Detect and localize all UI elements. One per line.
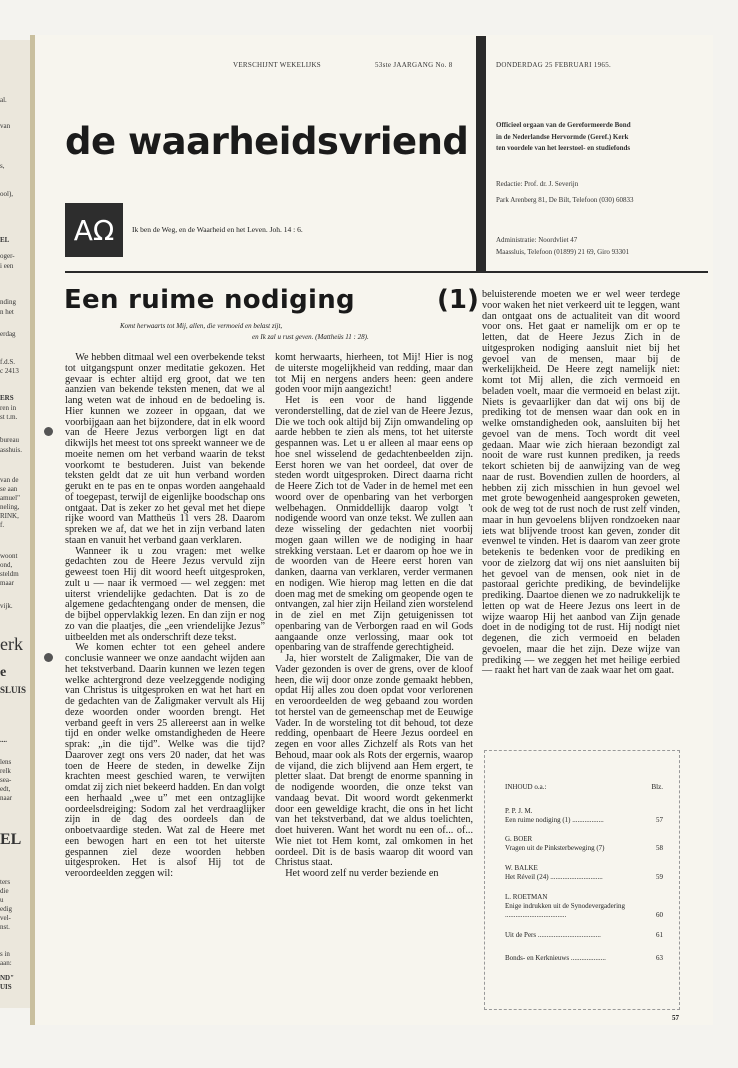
strip-text: edt, bbox=[0, 785, 11, 793]
paragraph: We hebben ditmaal wel een overbekende tekst tot uitgangspunt onzer meditatie gekozen. Het gevaar is echter altijd erg groot, dat we ten aanzien van bekende teksten menen, dat we al lang weten wat de inhoud en de bedoeling is. Hier kunnen we zozeer in opgaan, dat we voorbijgaan aan het bijzondere, dat in elk woord van de Heere Jezus verborgen ligt en dat dikwijls het meest tot ons spreekt wanneer we de moeite nemen om het verband waarin de tekst voorkomt te bestuderen. Juist van bekende teksten geldt dat ze uit hun verband worden gerukt en te pas en te onpas worden aangehaald of toegepast, terwijl de eigenlijke boodschap ons ontgaat. Dat is zeker zo het geval met het diepe rijke woord van Mattheüs 11 vers 28. Daarom spreken we af, dat we het in zijn verband laten staan en vanuit het verband gaan verklaren. bbox=[65, 352, 265, 546]
toc-author: L. ROETMAN bbox=[505, 893, 548, 901]
strip-text: f.d.S. bbox=[0, 358, 15, 366]
strip-text: bureau bbox=[0, 436, 20, 444]
editor-line: Redactie: Prof. dr. J. Severijn bbox=[496, 180, 579, 188]
toc-title: Enige indrukken uit de Synodevergadering ................................... bbox=[505, 902, 626, 919]
strip-text: RINK, bbox=[0, 512, 19, 520]
vertical-rule bbox=[476, 36, 486, 271]
header-volume: 53ste JAARGANG No. 8 bbox=[375, 61, 453, 69]
strip-text: edig bbox=[0, 905, 13, 913]
header-date: DONDERDAG 25 FEBRUARI 1965. bbox=[496, 61, 612, 69]
strip-text: ERS bbox=[0, 394, 14, 402]
toc-author: W. BALKE bbox=[505, 864, 538, 872]
toc-heading: INHOUD o.a.: bbox=[505, 783, 547, 791]
toc-title: Uit de Pers .................................... bbox=[505, 931, 601, 939]
toc-page: 59 bbox=[656, 873, 663, 881]
strip-text: asshuis. bbox=[0, 446, 22, 454]
strip-text: vel- bbox=[0, 914, 11, 922]
strip-text: relk bbox=[0, 767, 11, 775]
strip-text: e bbox=[0, 665, 7, 680]
strip-text: woont bbox=[0, 552, 18, 560]
strip-text: steldm bbox=[0, 570, 19, 578]
strip-text: ond, bbox=[0, 561, 13, 569]
alpha-omega-logo: AΩ bbox=[65, 203, 123, 257]
strip-text: vijk. bbox=[0, 602, 13, 610]
strip-text: UIS bbox=[0, 983, 12, 991]
admin-line: Maassluis, Telefoon (01899) 21 69, Giro 93301 bbox=[496, 248, 630, 256]
strip-text: nding bbox=[0, 298, 16, 306]
toc-author: G. BOER bbox=[505, 835, 533, 843]
strip-text: ND" bbox=[0, 974, 14, 982]
strip-text: van de bbox=[0, 476, 19, 484]
horizontal-rule bbox=[65, 271, 708, 273]
paragraph: Het is een voor de hand liggende veronderstelling, dat de ziel van de Heere Jezus, Die we toch ook altijd bij Zijn omwandeling op aarde hebben te zien als mens, tot het uiterste gespannen was. Let u er alleen al maar eens op hoe snel wisselend de gedachtenbeelden zijn. Eerst horen we van het oordeel, dat over de steden wordt uitgesproken. Direct daarna richt de Heere Zich tot de Vader in de hemel met een woord over de openbaring van het verborgen welbehagen. Onmiddellijk daarop volgt 't nodigende woord van onze tekst. We zullen aan deze wisseling der gedachten niet voorbij mogen gaan willen we de nodiging in haar strekking verstaan. Let er daarom op hoe we in de woorden van de Heere eerst horen van danken, daarna van verklaren, verder vermanen en nodigen. Wie hierop mag letten en die dat doen mag met de smeking om geopende ogen te ontvangen, zal hier zijn Heiland zien worstelend in de ziel en met Zijn getuigenissen tot openbaring van de Verborgen raad en wil Gods aangaande onze verlossing, maar ook tot openbaring van de straffende gerechtigheid. bbox=[275, 395, 473, 654]
strip-text: al. bbox=[0, 96, 7, 104]
toc-title: Het Réveil (24) .............................. bbox=[505, 873, 603, 881]
strip-text: oger- bbox=[0, 252, 15, 260]
strip-text: lens bbox=[0, 758, 12, 766]
strip-text: n het bbox=[0, 308, 14, 316]
strip-text: van bbox=[0, 122, 11, 130]
scripture-citation: Komt herwaarts tot Mij, allen, die vermoeid en belast zijt, bbox=[120, 322, 283, 330]
adjacent-page-strip bbox=[0, 40, 31, 1008]
paragraph: Wanneer ik u zou vragen: met welke gedachten zou de Heere Jezus vervuld zijn geweest toen Hij dit woord heeft uitgesproken, zult u — naar ik vermoed — wel zeggen: met uiterst vriendelijke gedachten. Dat is zo de algemene gedachtengang onder de mensen, die de bijbel oppervlakkig lezen. En dan zijn er nog zo van die plaatjes, die „een vriendelijke Jezus” uitbeelden met als onderschrift deze tekst. bbox=[65, 545, 265, 643]
strip-text: sea- bbox=[0, 776, 12, 784]
strip-text: s, bbox=[0, 162, 5, 170]
strip-text: c 2413 bbox=[0, 367, 19, 375]
strip-text: maar bbox=[0, 579, 14, 587]
article-column-1 bbox=[65, 353, 265, 880]
toc-page: 60 bbox=[656, 911, 663, 919]
strip-text: ren in bbox=[0, 404, 17, 412]
organ-line: ten voordele van het leerstoel- en studiefonds bbox=[496, 144, 631, 152]
strip-text: st t.m. bbox=[0, 413, 18, 421]
page-number: 57 bbox=[672, 1014, 679, 1022]
paragraph: Het woord zelf nu verder beziende en bbox=[285, 868, 439, 879]
strip-text: EL bbox=[0, 236, 10, 244]
motto: Ik ben de Weg, en de Waarheid en het Leven. Joh. 14 : 6. bbox=[132, 225, 303, 234]
strip-text: nst. bbox=[0, 923, 10, 931]
punch-hole-icon bbox=[44, 653, 53, 662]
strip-text: SLUIS bbox=[0, 685, 27, 695]
strip-text: naar bbox=[0, 794, 13, 802]
paragraph: We komen echter tot een geheel andere conclusie wanneer we onze aandacht wijden aan het tekstverband. Daarin kunnen we lezen tegen welke achtergrond deze veelzeggende nodiging van Christus is uitgesproken en wat het hart en de gedachten van de Zaligmaker vervult als Hij deze woorden onder woorden brengt. Het verband geeft in vers 25 allereerst aan in welke tijd en onder welke omstandigheden de Heere sprak: „in die tijd”. Welke was die tijd? Daarover zegt ons vers 20 nader, dat het was toen de Heere de steden, in dewelke Zijn krachten meest geschied waren, te verwijten omdat zij zich niet bekeerd hadden. En dan volgt een herhaald „wee u” met een ontzaglijke oordeelsdreiging: Sodom zal het verdraaglijker zijn in de dag des oordeels dan de onboetvaardige steden. Wat zal de Heere met een bewogen hart en een tot het uiterste gespannen ziel deze woorden hebben uitgesproken. Het is alsof Hij tot de veroordeelden zeggen wil: bbox=[65, 642, 265, 879]
article-number: (1) bbox=[437, 285, 479, 315]
strip-text: se aan bbox=[0, 485, 18, 493]
article-column-2 bbox=[275, 353, 473, 880]
scripture-citation: en Ik zal u rust geven. (Mattheüs 11 : 28). bbox=[252, 333, 369, 341]
paragraph: beluisterende moeten we er wel weer terdege voor waken het niet verkeerd uit te leggen, want dan ontgaat ons de actualiteit van dit woord voor ons. Het gaat er namelijk om er op te letten, dat de Heere Jezus Zich in de uitgesproken nodiging aansluit niet bij het gevoel van de mensen, maar bij de werkelijkheid. De Heere zegt namelijk niet: komt tot Mij allen, die zich vermoeid en beladen voelt, maar die vermoeid en belast zijt. Niets is gevaarlijker dan dat wij ons bij de prediking tot de mensen waar dan ook en in welke omstandigheden ook, aansluiten bij het gevoel van de mens. Toch wordt dit veel gedaan. Maar wie zich hieraan bezondigt zal nooit de ware rust kunnen prediken, ja reeds tekort schieten bij de aanwijzing van de weg naar de rust. Bovendien zullen de hoorders, al hebben zij zich misschien in hun gevoel wel met grote bewogenheid aangesproken geweten, ook de weg tot de rust noch de rust zelf vinden, maar in hun gevoelens blijven rondzoeken naar iets wat blijvende troost kan geven, zonder dit evenwel te vinden. Het is daarom van zeer grote betekenis te bedenken voor de prediking en voor de zielzorg dat wij ons niet aansluiten bij het gevoel van de mensen, ook niet in de pastoraal gerichte prediking, de bevindelijke prediking. Daartoe dienen we zo nadrukkelijk te letten op wat de Heere Jezus ons leert in de wijze waarop Hij het aanbod van Zijn genade doet in de nodiging tot de rust. Hij nodigt niet degenen, die zich vermoeid en beladen gevoelen, maar die het zijn. Deze wijze van prediking — we zeggen het met heilige eerbied — raakt het hart van de zaak waar het om gaat. bbox=[482, 289, 680, 677]
strip-text: i een bbox=[0, 262, 14, 270]
toc-heading-page: Blz. bbox=[651, 783, 663, 791]
strip-text: EL bbox=[0, 831, 22, 848]
article-column-3 bbox=[482, 290, 680, 677]
strip-text: ool), bbox=[0, 190, 14, 198]
paragraph: komt herwaarts, hierheen, tot Mij! Hier is nog de uiterste mogelijkheid van redding, maar dan tot Mij en nergens anders heen: geen andere goden voor mijn aangezicht! bbox=[275, 352, 473, 396]
editor-line: Park Arenberg 81, De Bilt, Telefoon (030) 60833 bbox=[496, 196, 634, 204]
strip-text: die bbox=[0, 887, 9, 895]
strip-text: erdag bbox=[0, 330, 16, 338]
strip-text: f. bbox=[0, 521, 5, 529]
strip-text: s in bbox=[0, 950, 10, 958]
masthead-title: de waarheidsvriend bbox=[65, 120, 469, 163]
toc-title: Bonds- en Kerknieuws .................... bbox=[505, 954, 606, 962]
admin-line: Administratie: Noordvliet 47 bbox=[496, 236, 578, 244]
toc-page: 57 bbox=[656, 816, 663, 824]
organ-line: Officieel orgaan van de Gereformeerde Bond bbox=[496, 121, 631, 129]
toc-page: 63 bbox=[656, 954, 663, 962]
table-of-contents bbox=[484, 750, 680, 1010]
toc-author: P. P. J. M. bbox=[505, 807, 533, 815]
strip-text: ters bbox=[0, 878, 11, 886]
strip-text: u bbox=[0, 896, 4, 904]
organ-line: in de Nederlandse Hervormde (Geref.) Kerk bbox=[496, 132, 629, 141]
toc-page: 61 bbox=[656, 931, 663, 939]
toc-title: Een ruime nodiging (1) .................. bbox=[505, 816, 604, 824]
paragraph: Ja, hier worstelt de Zaligmaker, Die van de Vader gezonden is over de grens, over de kloof heen, die wij door onze zonde gemaakt hebben, opdat Hij alles zou doen opdat voor verlorenen en veroordeelden de weg gebaand zou worden tot herstel van de gemeenschap met de Eeuwige Vader. In de worsteling tot dit behoud, tot deze redding, openbaart de Heere Jezus oordeel en zegen en voor alles Zichzelf als Rots van het Behoud, maar ook als Rots der ergernis, waarop de vijand, die zich blijvend aan Hem ergert, te pletter slaat. Dat brengt de enorme spanning in de nodigende woorden, die onze tekst van vandaag bevat. Dit woord wordt gekenmerkt door een geweldige kracht, die ons in het licht van het tekstverband, dat we aldus toelichten, doet huiveren. Want het wordt nu een of... of... Wie niet tot Hem komt, zal omkomen in het oordeel. Dit is de basis waarop dit woord van Christus staat. bbox=[275, 653, 473, 869]
toc-title: Vragen uit de Pinksterbeweging (7) bbox=[505, 844, 605, 852]
toc-page: 58 bbox=[656, 844, 663, 852]
strip-text: .... bbox=[0, 736, 7, 744]
strip-text: amuel" bbox=[0, 494, 20, 502]
punch-hole-icon bbox=[44, 427, 53, 436]
strip-text: aan: bbox=[0, 959, 12, 967]
header-weekly: VERSCHIJNT WEKELIJKS bbox=[233, 61, 321, 69]
strip-text: erk bbox=[0, 634, 23, 654]
strip-text: neling, bbox=[0, 503, 20, 511]
article-title: Een ruime nodiging bbox=[64, 285, 355, 315]
